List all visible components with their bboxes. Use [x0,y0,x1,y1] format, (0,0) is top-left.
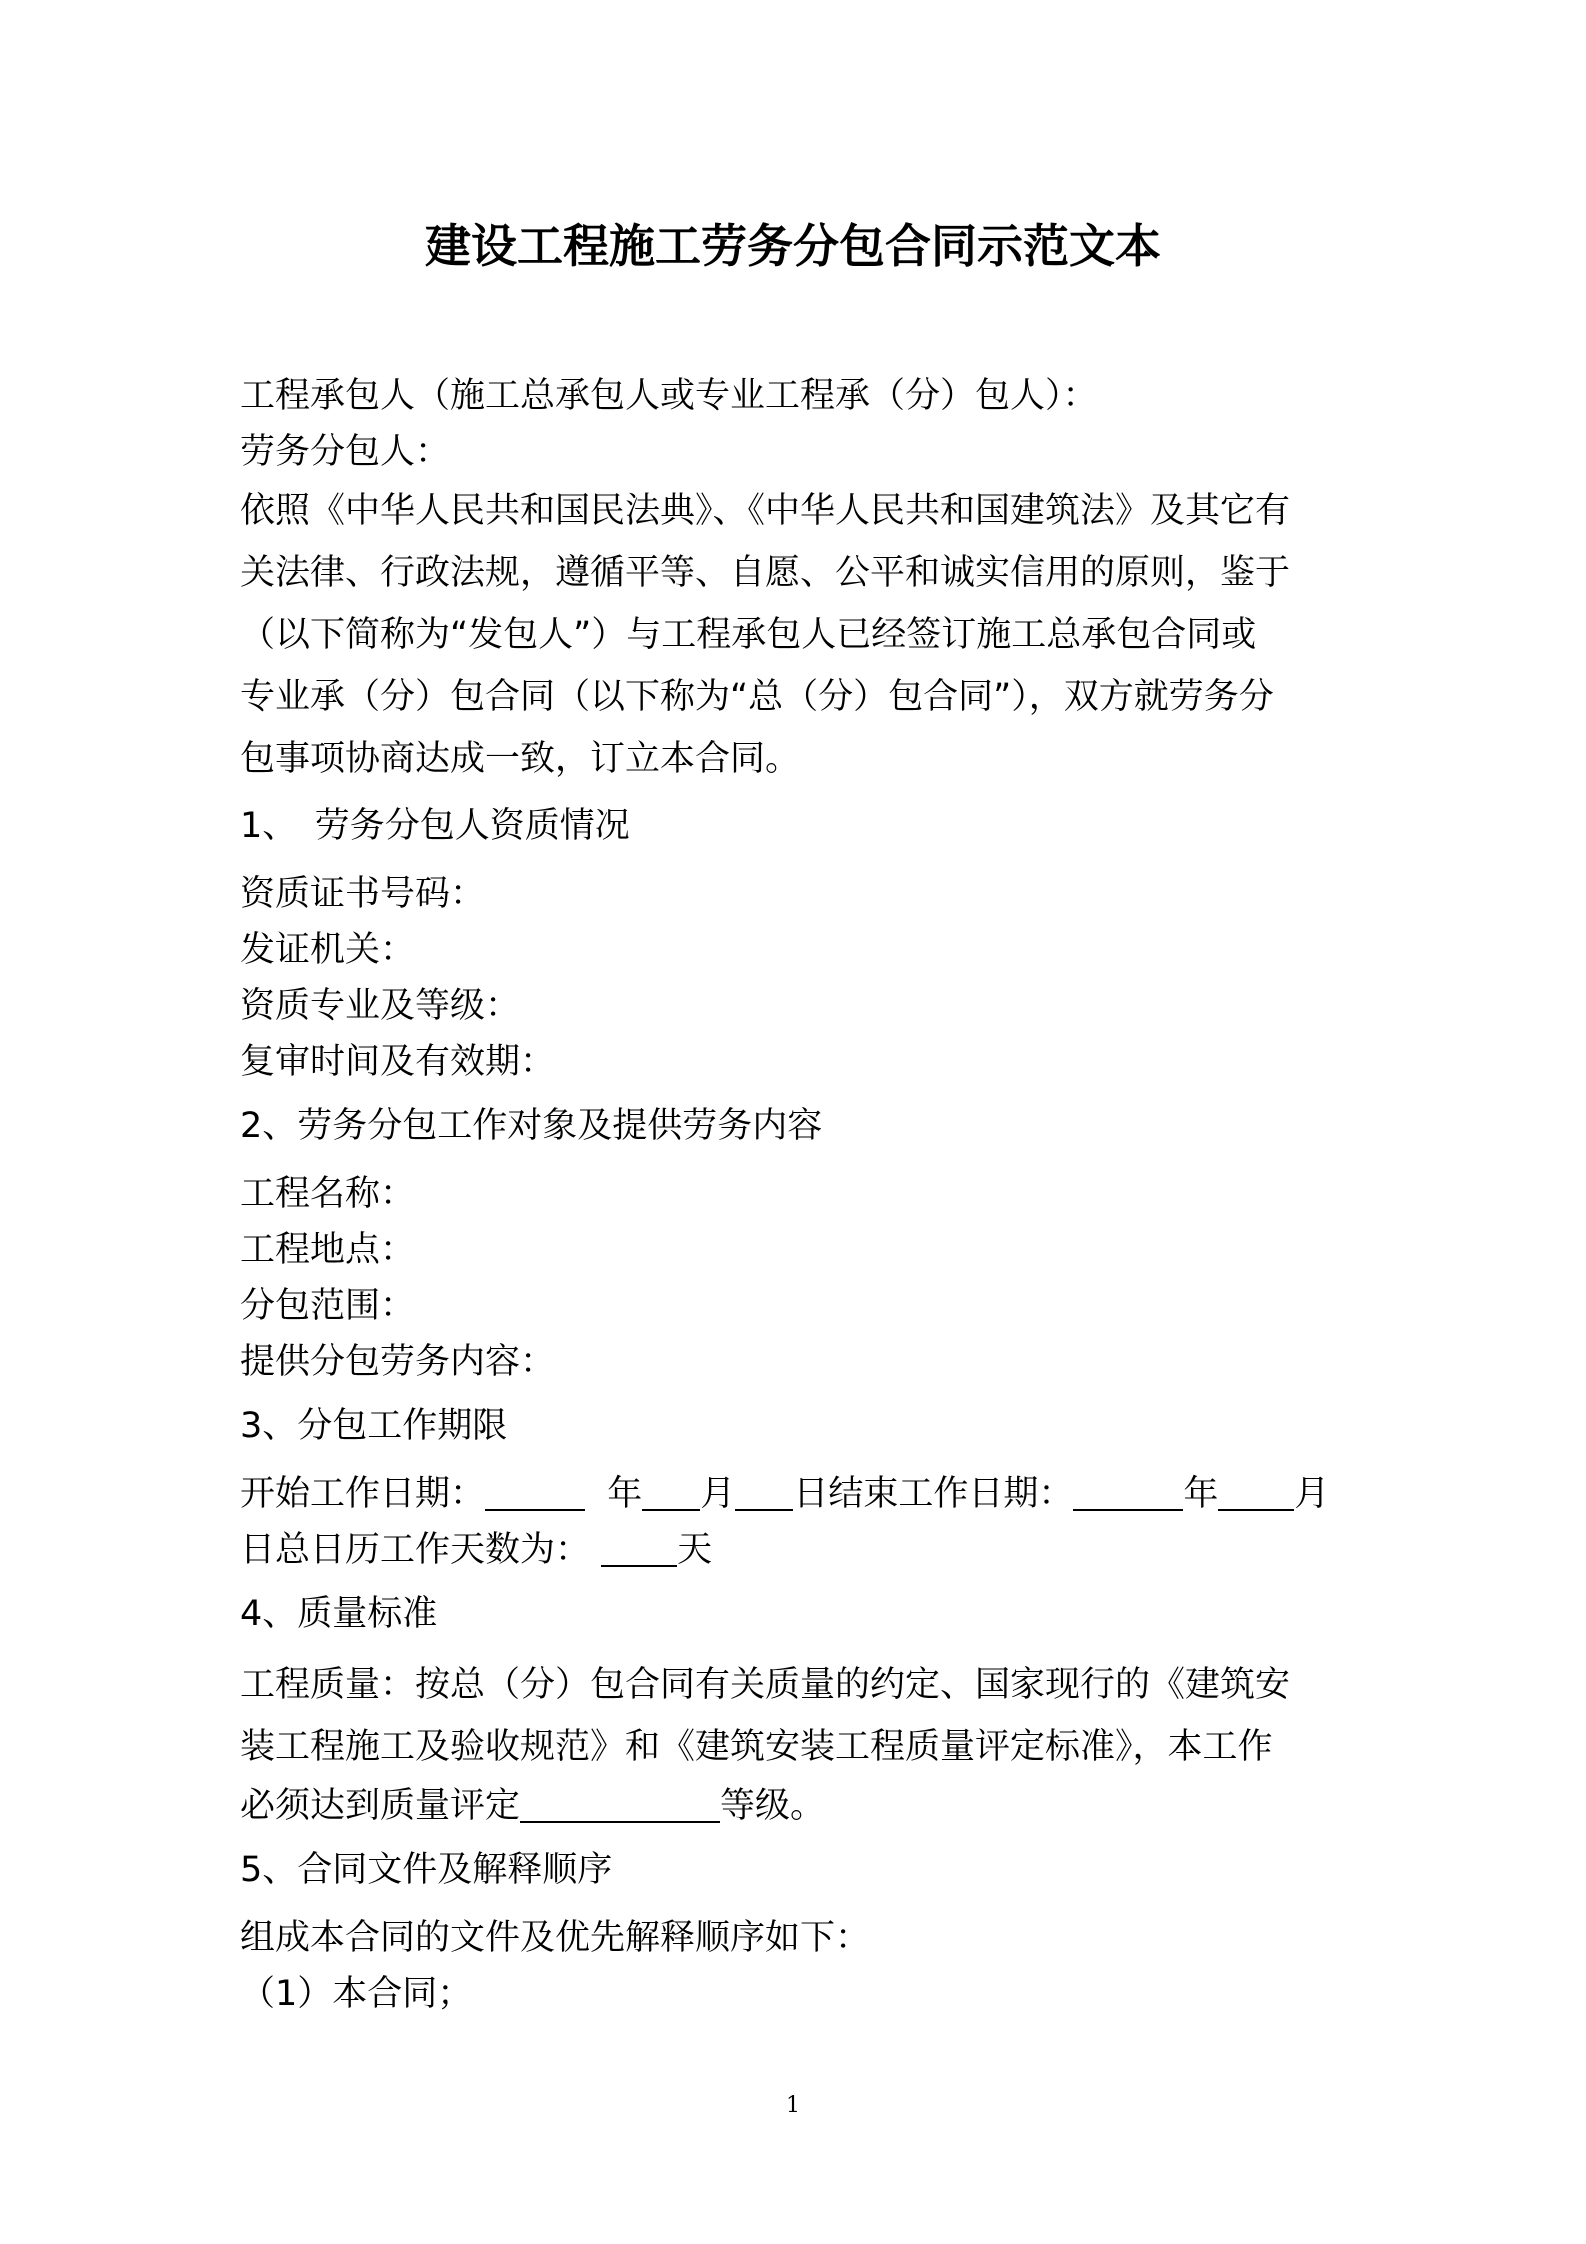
section-1-heading: 1、 劳务分包人资质情况 [240,806,630,846]
total-days-label: 日总日历工作天数为： [240,1530,591,1570]
preamble-line: 专业承（分）包合同（以下称为“总（分）包合同”），双方就劳务分 [240,677,1274,717]
start-day-blank[interactable] [735,1469,793,1511]
preamble-line: 依照《中华人民共和国民法典》、《中华人民共和国建筑法》及其它有 [240,491,1291,531]
subcontract-scope: 分包范围： [240,1286,416,1326]
quality-grade-prefix: 必须达到质量评定 [240,1786,521,1826]
issuing-authority: 发证机关： [240,930,416,970]
month-label: 月 [700,1474,736,1514]
preamble-line: 包事项协商达成一致，订立本合同。 [240,739,801,779]
documents-intro: 组成本合同的文件及优先解释顺序如下： [240,1918,871,1958]
project-name: 工程名称： [240,1174,416,1214]
start-year-blank[interactable] [485,1469,585,1511]
year-label: 年 [607,1474,643,1514]
start-date-label: 开始工作日期： [240,1474,486,1514]
quality-grade-line [240,1778,1360,1834]
total-days-blank[interactable] [601,1525,677,1567]
month-label: 月 [1294,1474,1330,1514]
start-month-blank[interactable] [642,1469,700,1511]
preamble-line: 关法律、行政法规，遵循平等、自愿、公平和诚实信用的原则，鉴于 [240,553,1291,593]
work-period-line-2 [240,1522,1360,1578]
quality-grade-blank[interactable] [520,1781,720,1823]
day-unit: 天 [677,1530,713,1570]
review-validity: 复审时间及有效期： [240,1042,556,1082]
preamble-line: （以下简称为“发包人”）与工程承包人已经签订施工总承包合同或 [240,615,1257,655]
end-date-label: 日结束工作日期： [793,1474,1074,1514]
labor-content: 提供分包劳务内容： [240,1342,556,1382]
section-2-heading: 2、劳务分包工作对象及提供劳务内容 [240,1106,823,1146]
contractor-field: 工程承包人（施工总承包人或专业工程承（分）包人）： [240,376,1098,416]
qualification-cert-number: 资质证书号码： [240,874,486,914]
end-month-blank[interactable] [1218,1469,1294,1511]
section-4-heading: 4、质量标准 [240,1594,438,1634]
document-body [240,368,1360,2022]
section-5-heading: 5、合同文件及解释顺序 [240,1850,613,1890]
subcontractor-field: 劳务分包人： [240,432,451,472]
quality-line: 装工程施工及验收规范》和《建筑安装工程质量评定标准》，本工作 [240,1727,1273,1767]
quality-line: 工程质量：按总（分）包合同有关质量的约定、国家现行的《建筑安 [240,1665,1291,1705]
end-year-blank[interactable] [1073,1469,1183,1511]
page-number: 1 [786,2093,800,2118]
qualification-level: 资质专业及等级： [240,986,521,1026]
work-period-line-1 [240,1466,1360,1522]
document-title: 建设工程施工劳务分包合同示范文本 [425,219,1161,273]
project-location: 工程地点： [240,1230,416,1270]
section-3-heading: 3、分包工作期限 [240,1406,508,1446]
preamble-paragraph [240,480,1360,790]
document-item-1: （1）本合同； [240,1974,473,2014]
quality-grade-suffix: 等级。 [720,1786,826,1826]
year-label: 年 [1183,1474,1219,1514]
